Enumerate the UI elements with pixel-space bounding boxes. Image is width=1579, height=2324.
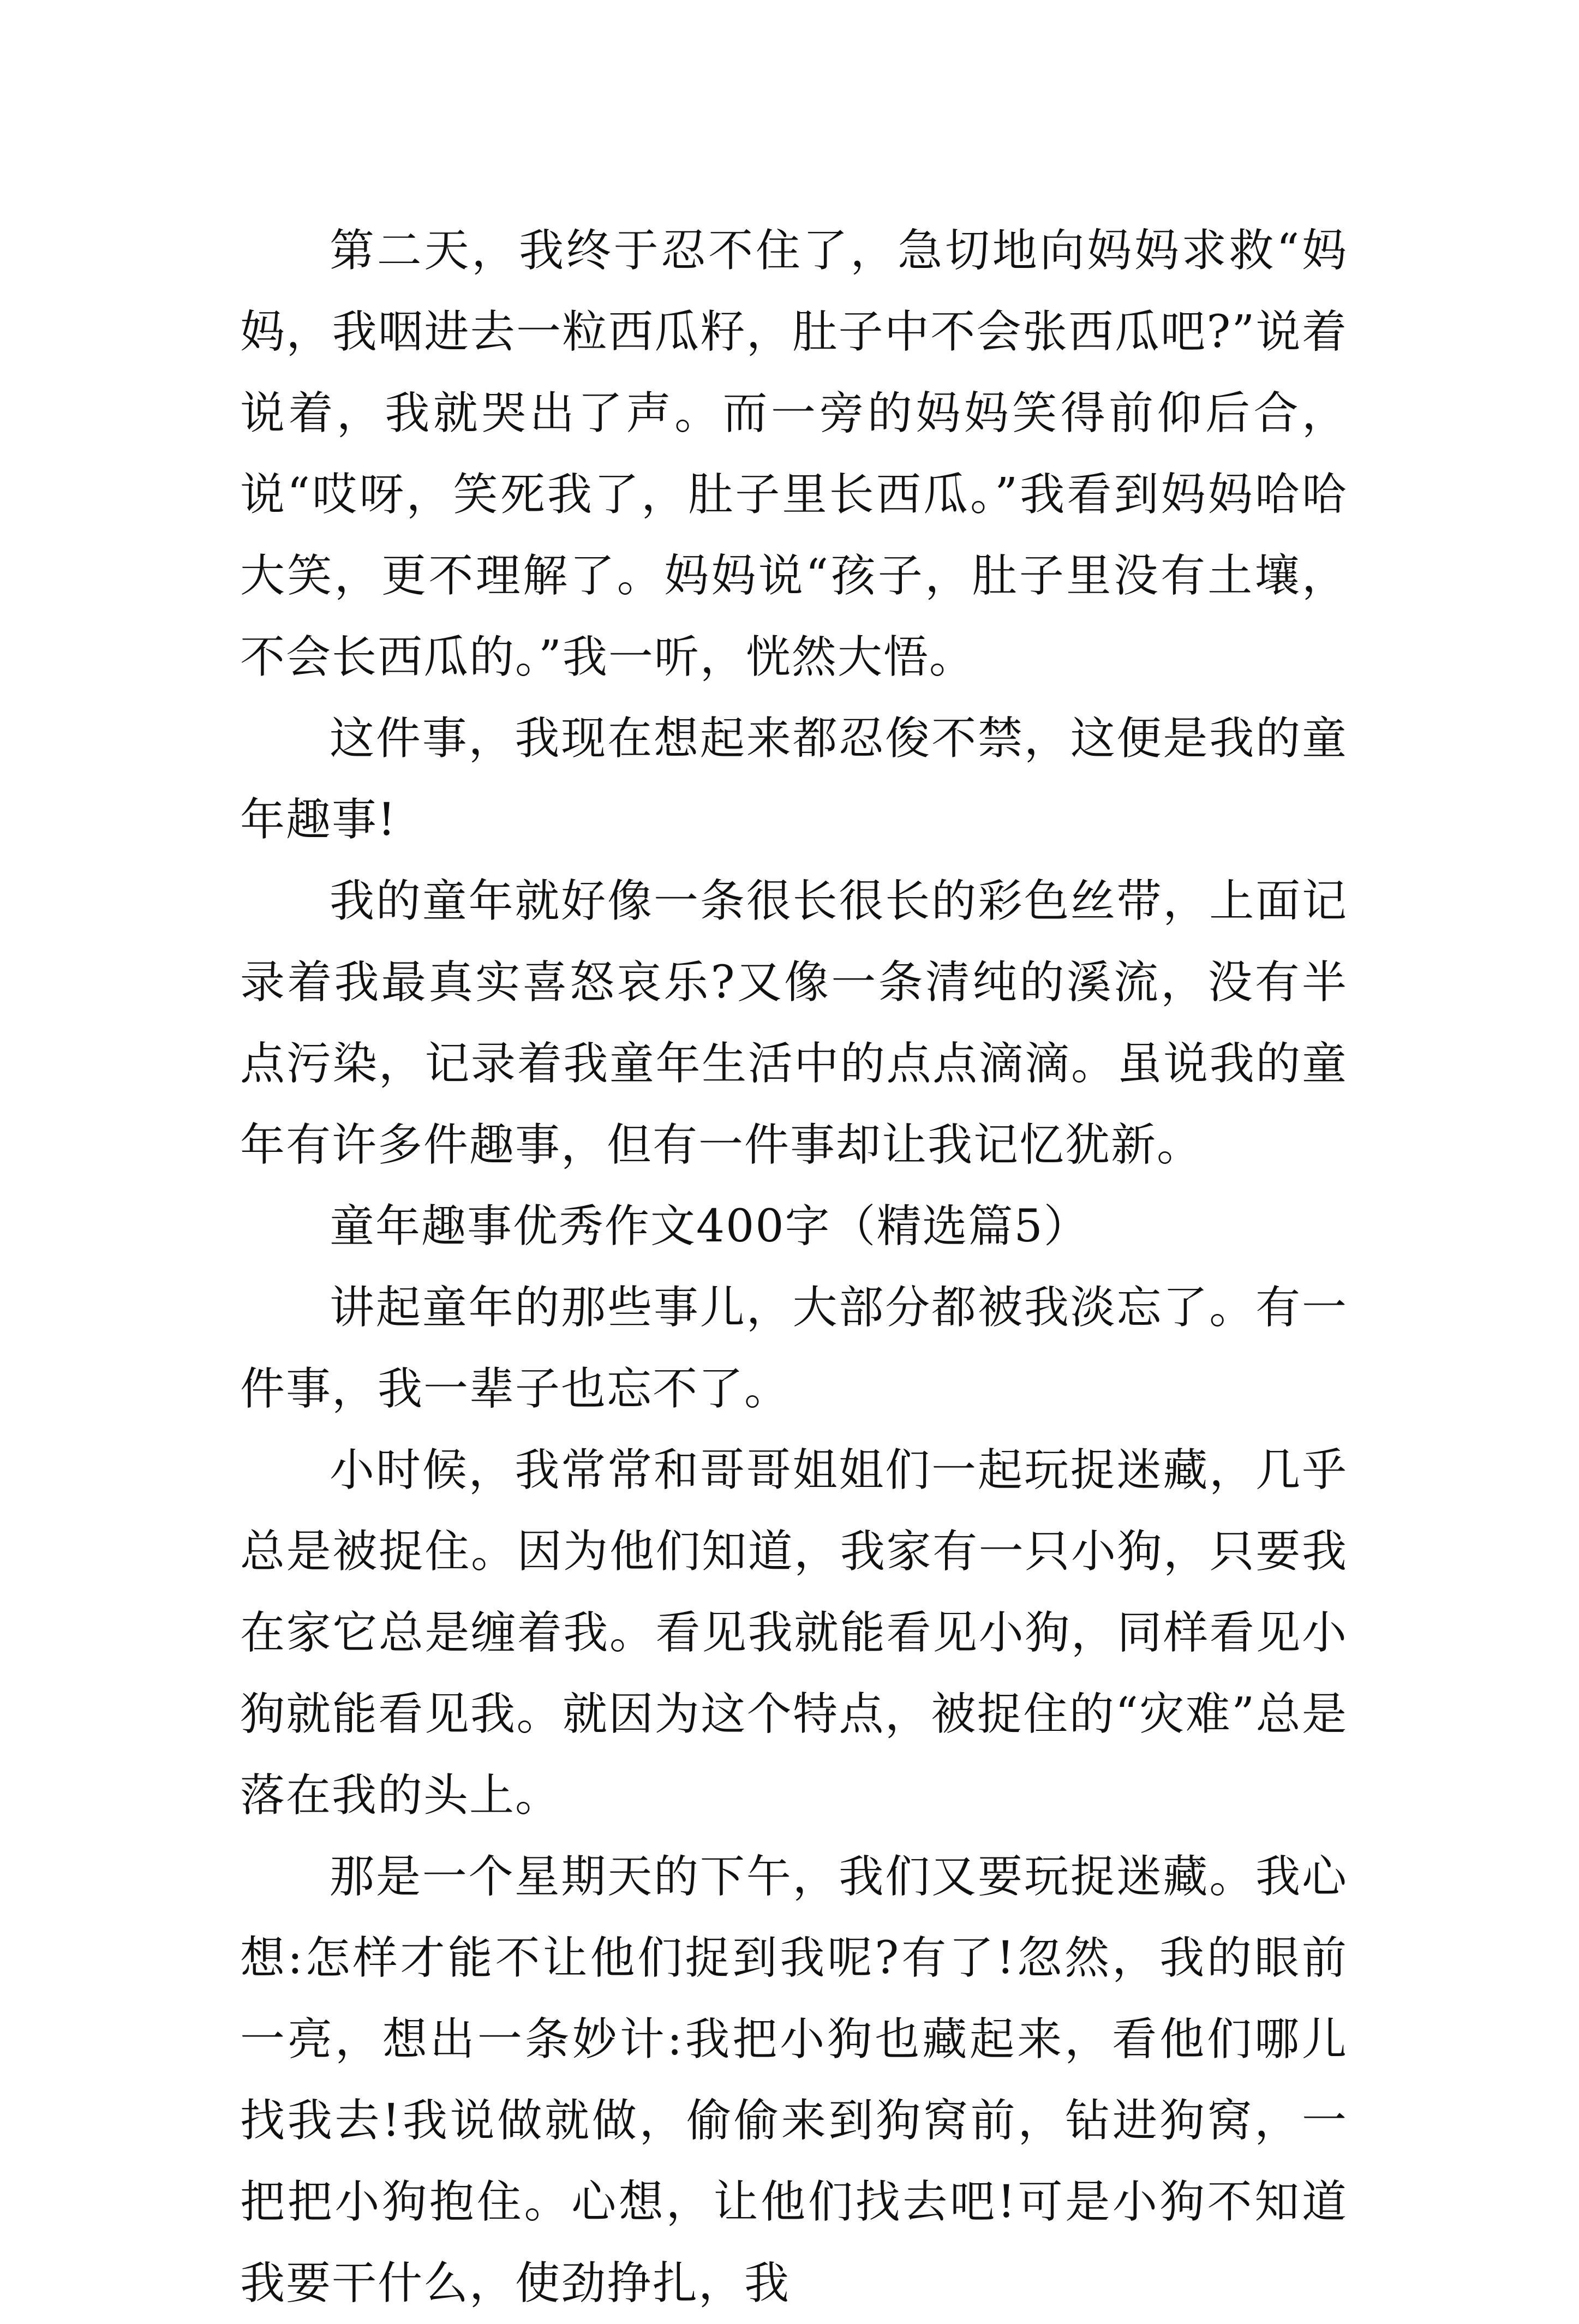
paragraph-6: 那是一个星期天的下午，我们又要玩捉迷藏。我心想:怎样才能不让他们捉到我呢?有了!忽然，我的眼前一亮，想出一条妙计:我把小狗也藏起来，看他们哪儿找我去!我说做就做，偷偷来到狗窝前，钻进狗窝，一把把小狗抱住。心想，让他们找去吧!可是小狗不知道我要干什么，使劲挣扎，我 bbox=[240, 1851, 1348, 2309]
section-heading: 童年趣事优秀作文400字（精选篇5） bbox=[330, 1200, 1090, 1252]
paragraph-4: 讲起童年的那些事儿，大部分都被我淡忘了。有一件事，我一辈子也忘不了。 bbox=[240, 1282, 1348, 1415]
document-body bbox=[240, 210, 1348, 2324]
paragraph-3: 我的童年就好像一条很长很长的彩色丝带，上面记录着我最真实喜怒哀乐?又像一条清纯的溪流，没有半点污染，记录着我童年生活中的点点滴滴。虽说我的童年有许多件趣事，但有一件事却让我记忆犹新。 bbox=[240, 875, 1348, 1171]
paragraph-1: 第二天，我终于忍不住了，急切地向妈妈求救“妈妈，我咽进去一粒西瓜籽，肚子中不会张西瓜吧?”说着说着，我就哭出了声。而一旁的妈妈笑得前仰后合，说“哎呀，笑死我了，肚子里长西瓜。”我看到妈妈哈哈大笑，更不理解了。妈妈说“孩子，肚子里没有土壤，不会长西瓜的。”我一听，恍然大悟。 bbox=[240, 225, 1348, 683]
paragraph-5: 小时候，我常常和哥哥姐姐们一起玩捉迷藏，几乎总是被捉住。因为他们知道，我家有一只小狗，只要我在家它总是缠着我。看见我就能看见小狗，同样看见小狗就能看见我。就因为这个特点，被捉住的“灾难”总是落在我的头上。 bbox=[240, 1444, 1348, 1821]
paragraph-2: 这件事，我现在想起来都忍俊不禁，这便是我的童年趣事! bbox=[240, 713, 1348, 846]
